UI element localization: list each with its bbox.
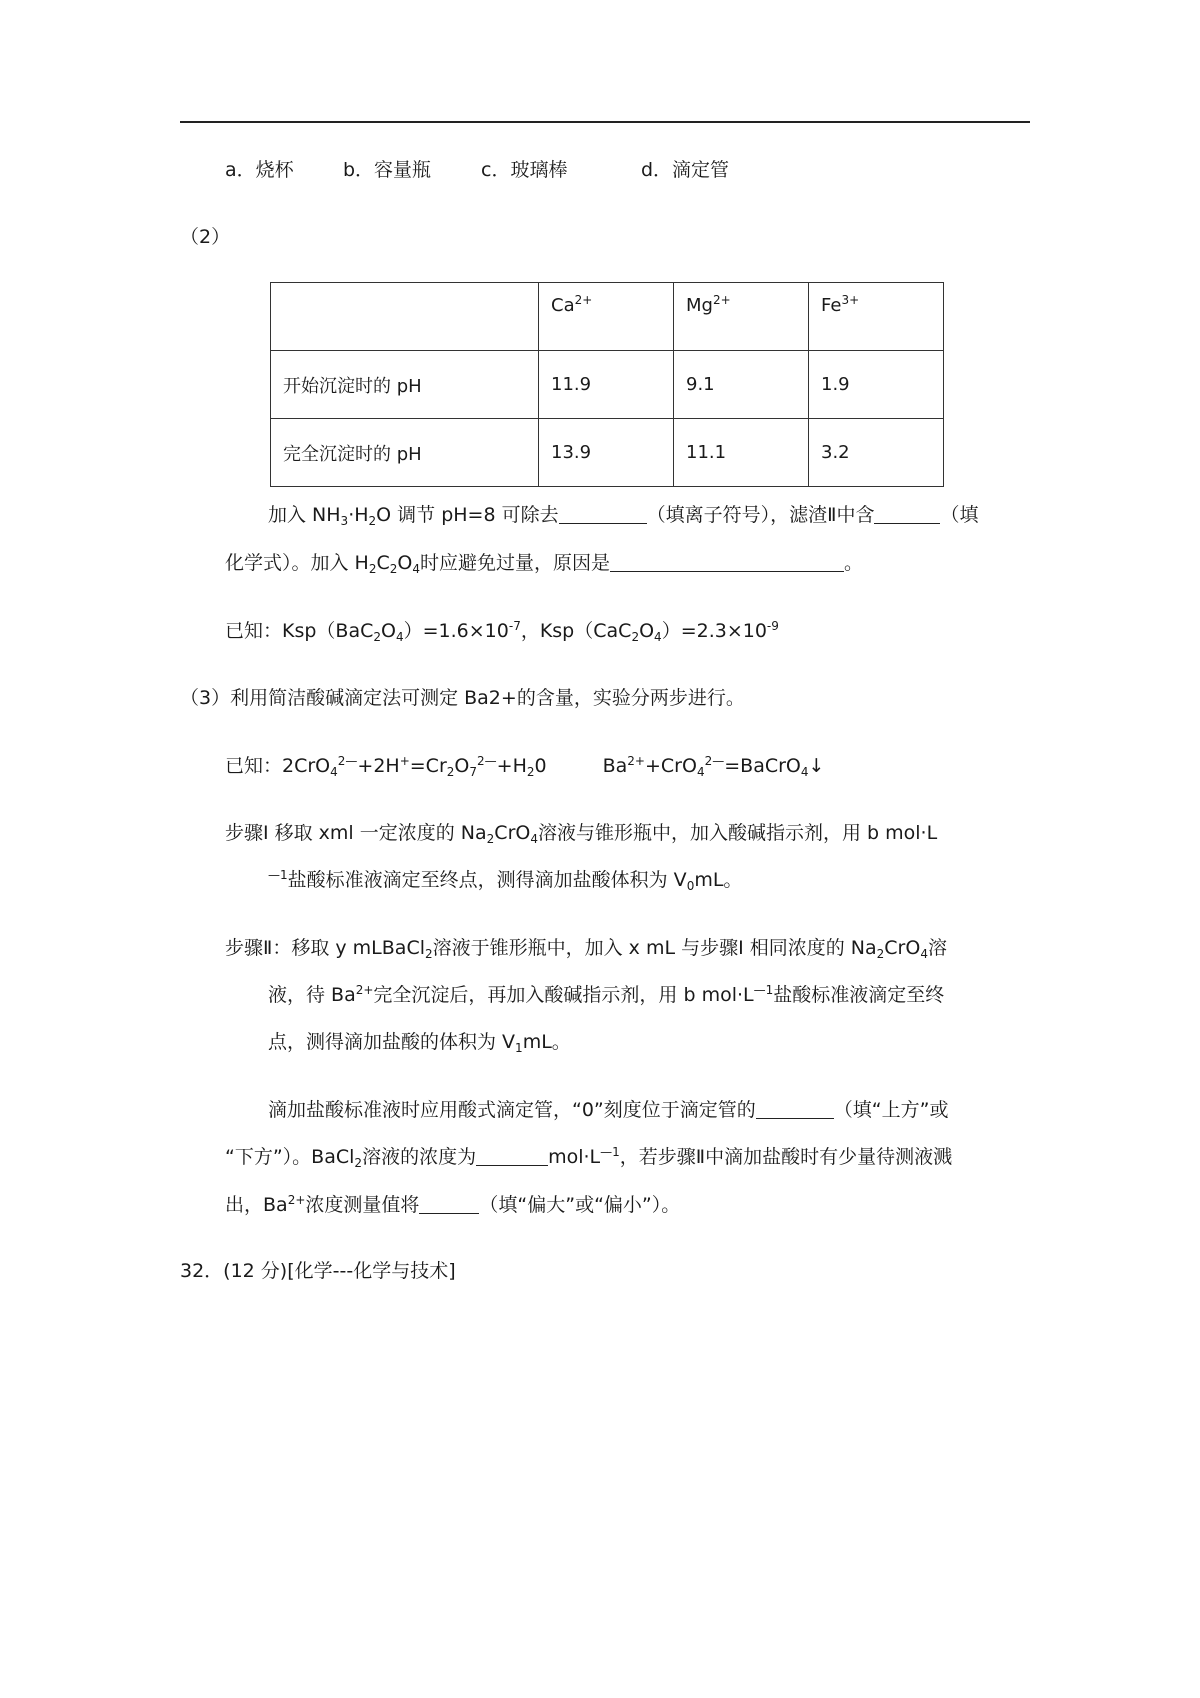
fill-line3: 出，$Ba^{2+}$浓度测量值将 （填“偏大”或“偏小”）。: [225, 1193, 681, 1216]
step2-line2: 液，待 $Ba^{2+}$完全沉淀后，再加入酸碱指示剂，用 b $mol\cdot L^{—1}$盐酸标准液滴定至终: [268, 983, 945, 1006]
option-a: a．烧杯: [225, 159, 294, 181]
ion-ca-header: $Ca^{2+}$: [539, 283, 674, 351]
answer-blank[interactable]: [874, 503, 940, 524]
part2-label: （2）: [180, 226, 231, 248]
answer-blank[interactable]: [756, 1098, 834, 1119]
table-cell: 11.9: [539, 351, 674, 419]
ion-mg-header: $Mg^{2+}$: [674, 283, 809, 351]
answer-blank[interactable]: [476, 1145, 548, 1166]
table-cell: 13.9: [539, 419, 674, 487]
option-d: d．滴定管: [641, 159, 730, 181]
table-row: [271, 351, 944, 419]
table-corner-cell: [271, 283, 539, 351]
table-cell: 9.1: [674, 351, 809, 419]
part3-known-line: 已知：$2CrO_4^{2—}+2H^+=Cr_2O_7^{2—}+H_20$ $Ba^{2+}+CrO_4^{2—}=BaCrO_4↓$: [225, 754, 825, 779]
answer-blank[interactable]: [419, 1193, 479, 1214]
ion-fe-header: $Fe^{3+}$: [809, 283, 944, 351]
header-rule: [180, 121, 1030, 123]
answer-blank[interactable]: [559, 503, 647, 524]
option-b: b．容量瓶: [343, 159, 432, 181]
options-line: [225, 157, 729, 183]
row-label: 开始沉淀时的 pH: [271, 351, 539, 419]
fill-line2: “下方”）。BaCl$_2$溶液的浓度为 $mol\cdot L^{—1}$，若步骤Ⅱ中滴加盐酸时有少量待测液溅: [225, 1145, 953, 1170]
table-cell: 3.2: [809, 419, 944, 487]
ksp-known-line: 已知：$Ksp(BaC_2O_4)=1.6\times 10^{-7}$，$Ksp(CaC_2O_4)=2.3\times 10^{-9}$: [225, 619, 779, 644]
precipitation-ph-table: [270, 282, 944, 487]
option-c: c．玻璃棒: [481, 159, 568, 181]
step2-line3: 点，测得滴加盐酸的体积为 $V_1mL$。: [268, 1031, 571, 1055]
answer-blank[interactable]: [610, 551, 844, 572]
part2-question-line1: 加入 $NH_3\cdot H_2O$ 调节 pH=8 可除去 （填离子符号），滤渣Ⅱ中含 （填: [268, 504, 979, 528]
table-cell: 11.1: [674, 419, 809, 487]
fill-line1: 滴加盐酸标准液时应用酸式滴定管，“0”刻度位于滴定管的 （填“上方”或: [268, 1099, 949, 1121]
part2-question-line2: 化学式）。加入 $H_2C_2O_4$时应避免过量，原因是 。: [225, 552, 864, 576]
step1-line1: 步骤Ⅰ 移取 xml 一定浓度的 $Na_2CrO_4$溶液与锥形瓶中，加入酸碱指示剂，用 b mol·L: [225, 822, 938, 846]
part3-intro: （3）利用简洁酸碱滴定法可测定 Ba2+的含量，实验分两步进行。: [180, 687, 745, 709]
step1-line2: $^{—1}$盐酸标准液滴定至终点，测得滴加盐酸体积为 $V_0mL$。: [268, 868, 743, 893]
step2-line1: 步骤Ⅱ：移取 y mLBaCl$_2$溶液于锥形瓶中，加入 x mL 与步骤Ⅰ 相同浓度的 $Na_2CrO_4$溶: [225, 937, 947, 961]
table-cell: 1.9: [809, 351, 944, 419]
row-label: 完全沉淀时的 pH: [271, 419, 539, 487]
table-header-row: [271, 283, 944, 351]
question-32-title: 32．(12 分)[化学---化学与技术]: [180, 1260, 456, 1282]
table-row: [271, 419, 944, 487]
